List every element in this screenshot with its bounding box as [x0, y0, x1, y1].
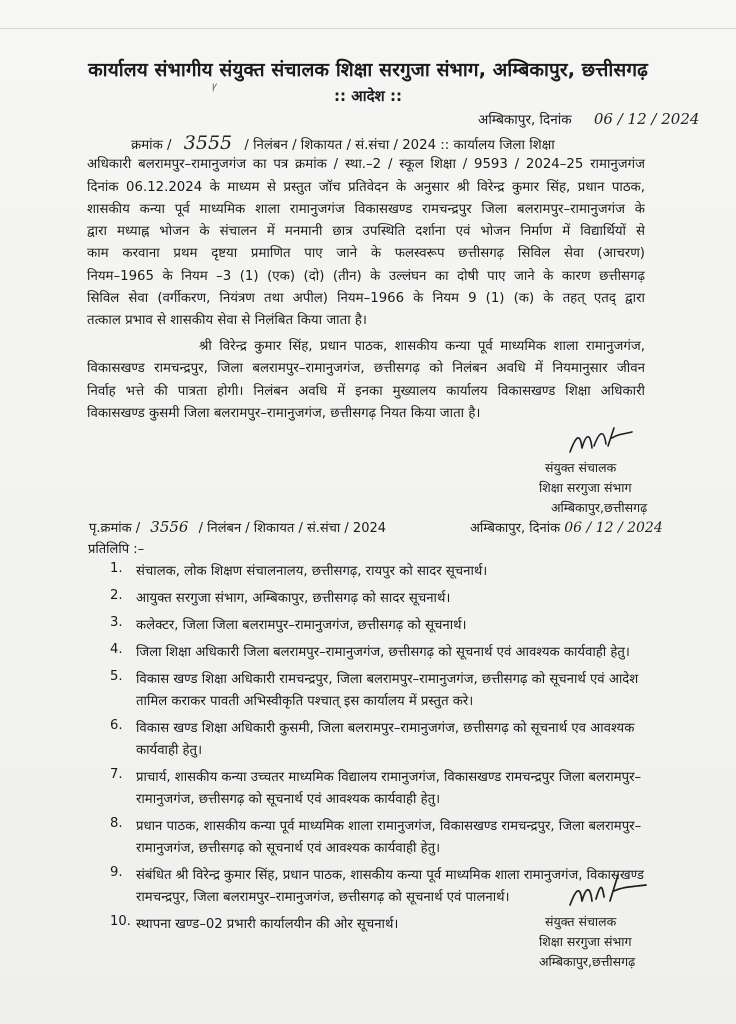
handwritten-order-number: 3555: [183, 132, 233, 154]
handwritten-endorsement-number: 3556: [150, 518, 189, 536]
list-item-text: स्थापना खण्ड–02 प्रभारी कार्यालयीन की ओर सूचनार्थ।: [136, 917, 399, 932]
order-place-date: [478, 110, 699, 128]
order-line: द्वारा मध्याह्न भोजन के संचालन में मनमानी छात्र उपस्थिति दर्शाना एवं भोजन निर्माण में विद्यार्थियों से: [87, 224, 645, 240]
list-item-number: 6.: [110, 718, 123, 733]
list-item-number: 3.: [110, 615, 123, 630]
order-line: दिनांक 06.12.2024 के माध्यम से प्रस्तुत जॉच प्रतिवेदन के अनुसार श्री विरेन्द्र कुमार सिंह, प्रधान पाठक,: [87, 179, 645, 195]
signatory-place: अम्बिकापुर,छत्तीसगढ़: [539, 954, 636, 969]
endorsement-number-line: [89, 518, 386, 536]
signatory-office: शिक्षा सरगुजा संभाग: [539, 480, 632, 495]
list-item: [110, 561, 655, 583]
order-line: विकासखण्ड कुसमी जिला बलरामपुर–रामानुजगंज, छत्तीसगढ़ नियत किया जाता है।: [87, 405, 481, 421]
endorsement-number-label: पृ.क्रमांक /: [89, 521, 141, 536]
signatory-designation: संयुक्त संचालक: [545, 914, 617, 929]
endorsement-number-suffix: / निलंबन / शिकायत / सं.संचा / 2024: [198, 521, 387, 536]
list-item-number: 7.: [110, 767, 123, 782]
list-item-text: प्राचार्य, शासकीय कन्या उच्चतर माध्यमिक विद्यालय रामानुजगंज, विकासखण्ड रामचन्द्रपुर जिला बलरामपुर–रामानुजगंज, छत्तीसगढ़ को सूचनार्थ एवं आवश्यक कार्यवाही हेतु।: [136, 770, 642, 807]
endorsement-place-date: [470, 518, 663, 536]
place-date-label: अम्बिकापुर, दिनांक: [478, 112, 572, 128]
office-title: कार्यालय संभागीय संयुक्त संचालक शिक्षा सरगुजा संभाग, अम्बिकापुर, छत्तीसगढ़: [88, 59, 648, 81]
list-item-number: 8.: [110, 816, 123, 831]
order-line: निर्वाह भत्ते की पात्रता होगी। निलंबन अवधि में इनका मुख्यालय कार्यालय विकासखण्ड शिक्षा अधिकारी: [87, 383, 645, 399]
order-line: नियम–1965 के नियम –3 (1) (एक) (दो) (तीन) के उल्लंघन का दोषी पाए जाने के कारण छत्तीसगढ़: [87, 268, 645, 284]
order-heading: :: आदेश ::: [334, 87, 402, 105]
list-item: [110, 588, 655, 610]
list-item-number: 2.: [110, 588, 123, 603]
list-item: [110, 615, 655, 637]
list-item-text: प्रधान पाठक, शासकीय कन्या पूर्व माध्यमिक शाला रामानुजगंज, विकासखण्ड रामचन्द्रपुर, जिला बलरामपुर–रामानुजगंज, छत्तीसगढ़ को सूचनार्थ एवं आवश्यक कार्यवाही हेतु।: [136, 819, 642, 856]
list-item: [110, 669, 655, 713]
order-number-line: [87, 132, 645, 154]
order-number-label: क्रमांक /: [131, 138, 172, 153]
handwritten-endorsement-date: 06 / 12 / 2024: [564, 520, 663, 536]
handwritten-date: 06 / 12 / 2024: [593, 110, 700, 128]
list-item-text: विकास खण्ड शिक्षा अधिकारी कुसमी, जिला बलरामपुर–रामानुजगंज, छत्तीसगढ़ को सूचनार्थ एव आवश्यक कार्यवाही हेतु।: [136, 721, 635, 758]
list-item-text: जिला शिक्षा अधिकारी जिला बलरामपुर–रामानुजगंज, छत्तीसगढ़ को सूचनार्थ एवं आवश्यक कार्यवाही हेतु।: [136, 645, 630, 660]
list-item-text: विकास खण्ड शिक्षा अधिकारी रामचन्द्रपुर, जिला बलरामपुर–रामानुजगंज, छत्तीसगढ़ को सूचनार्थ एवं आदेश तामिल कराकर पावती अभिस्वीकृति पश्चात् इस कार्यालय में प्रस्तुत करे।: [136, 672, 639, 709]
list-item-number: 5.: [110, 669, 123, 684]
order-paragraph-1: [87, 132, 645, 333]
list-item-number: 4.: [110, 642, 123, 657]
signatory-office: शिक्षा सरगुजा संभाग: [539, 934, 632, 949]
order-line: काम करवाना प्रथम दृष्टया प्रमाणित पाए जाने के फलस्वरूप छत्तीसगढ़ सिविल सेवा (आचरण): [87, 246, 645, 262]
list-item-number: 10.: [110, 914, 131, 929]
order-line: तत्काल प्रभाव से शासकीय सेवा से निलंबित किया जाता है।: [87, 313, 367, 329]
list-item: [110, 816, 655, 860]
scan-mark: ꝩ: [212, 81, 218, 92]
copy-to-label: प्रतिलिपि :–: [88, 542, 145, 557]
list-item-text: संबंधित श्री विरेन्द्र कुमार सिंह, प्रधान पाठक, शासकीय कन्या पूर्व माध्यमिक शाला रामानुजगंज, विकासखण्ड रामचन्द्रपुर, जिला बलरामपुर–रामानुजगंज, छत्तीसगढ़ को सूचनार्थ एवं पालनार्थ।: [136, 868, 644, 905]
order-line-1: / निलंबन / शिकायत / सं.संचा / 2024 :: कार्यालय जिला शिक्षा: [244, 138, 555, 153]
order-line: श्री विरेन्द्र कुमार सिंह, प्रधान पाठक, शासकीय कन्या पूर्व माध्यमिक शाला रामानुजगंज,: [199, 339, 645, 354]
order-line: सिविल सेवा (वर्गीकरण, नियंत्रण तथा अपील) नियम–1966 के नियम 9 (1) (क) के तहत् एतद् द्वारा: [87, 291, 645, 307]
handwritten-signature: [566, 426, 638, 458]
order-line: शासकीय कन्या पूर्व माध्यमिक शाला रामानुजगंज विकासखण्ड रामचन्द्रपुर जिला बलरामपुर–रामानुजगंज के: [87, 201, 645, 217]
list-item: [110, 767, 655, 811]
list-item: [110, 642, 655, 664]
scan-edge-line: [0, 28, 736, 29]
signatory-designation: संयुक्त संचालक: [545, 460, 617, 475]
list-item-number: 1.: [110, 561, 123, 576]
list-item-number: 9.: [110, 865, 123, 880]
signatory-place: अम्बिकापुर,छत्तीसगढ़: [551, 500, 648, 515]
list-item: [110, 718, 655, 762]
handwritten-signature: [566, 873, 650, 913]
endorsement-date-label: अम्बिकापुर, दिनांक: [470, 521, 561, 536]
list-item-text: संचालक, लोक शिक्षण संचालनालय, छत्तीसगढ़, रायपुर को सादर सूचनार्थ।: [136, 564, 488, 579]
list-item-text: आयुक्त सरगुजा संभाग, अम्बिकापुर, छत्तीसगढ़ को सादर सूचनार्थ।: [136, 591, 451, 606]
order-line: विकासखण्ड रामचन्द्रपुर, जिला बलरामपुर–रामानुजगंज, छत्तीसगढ़ को निलंबन अवधि में नियमानुसार जीवन: [87, 361, 645, 377]
signature-block-1: [539, 458, 647, 518]
order-paragraph-2: [87, 336, 645, 425]
signature-block-2: [539, 912, 635, 972]
list-item-text: कलेक्टर, जिला जिला बलरामपुर–रामानुजगंज, छत्तीसगढ़ को सूचनार्थ।: [136, 618, 467, 633]
order-line: अधिकारी बलरामपुर–रामानुजगंज का पत्र क्रमांक / स्था.–2 / स्कूल शिक्षा / 9593 / 2024–25 रामानुजगंज: [87, 157, 645, 173]
